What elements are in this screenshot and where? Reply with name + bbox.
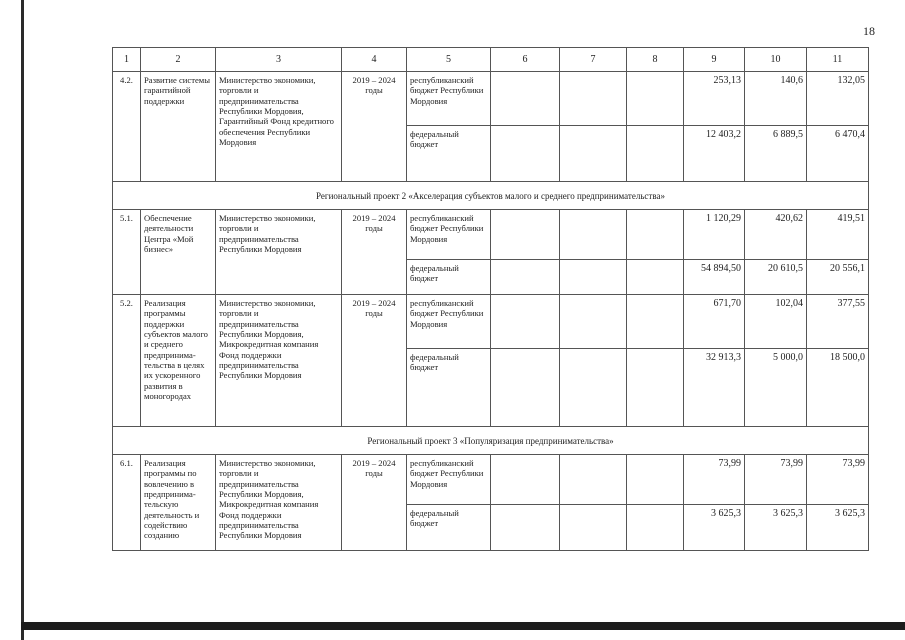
value-col-9: 1 120,29 [684, 210, 745, 260]
measure-executor: Министерство экономики, торговли и предпринимательства Республики Мордовия, Гарантийный Фонд кредитного обеспечения Республики Мордовия [216, 72, 342, 182]
value-col-11: 377,55 [807, 295, 869, 349]
empty-cell [560, 349, 627, 427]
empty-cell [491, 349, 560, 427]
project-row [113, 427, 869, 455]
empty-cell [627, 210, 684, 260]
empty-cell [491, 295, 560, 349]
value-col-10: 420,62 [745, 210, 807, 260]
scan-bottom-band [21, 622, 905, 630]
value-col-11: 18 500,0 [807, 349, 869, 427]
column-number: 5 [407, 48, 491, 72]
measure-name: Развитие системы гарантийной поддержки [141, 72, 216, 182]
column-number: 8 [627, 48, 684, 72]
value-col-9: 3 625,3 [684, 505, 745, 551]
column-number: 11 [807, 48, 869, 72]
empty-cell [560, 210, 627, 260]
measure-period: 2019 – 2024 годы [342, 455, 407, 551]
value-col-9: 54 894,50 [684, 260, 745, 295]
value-col-11: 419,51 [807, 210, 869, 260]
funding-source: федеральный бюджет [407, 349, 491, 427]
value-col-10: 102,04 [745, 295, 807, 349]
empty-cell [560, 295, 627, 349]
regional-project-title: Региональный проект 3 «Популяризация предпринимательства» [113, 427, 869, 455]
empty-cell [491, 126, 560, 182]
funding-source: республиканский бюджет Республики Мордовия [407, 210, 491, 260]
table-row [113, 295, 869, 349]
funding-source: республиканский бюджет Республики Мордовия [407, 455, 491, 505]
empty-cell [627, 505, 684, 551]
value-col-11: 20 556,1 [807, 260, 869, 295]
empty-cell [491, 455, 560, 505]
value-col-9: 73,99 [684, 455, 745, 505]
empty-cell [491, 260, 560, 295]
page-number: 18 [863, 24, 875, 38]
measure-name: Реализация программы по вовлечению в предпринима-тельскую деятельность и содействию созданию [141, 455, 216, 551]
empty-cell [560, 72, 627, 126]
value-col-9: 671,70 [684, 295, 745, 349]
measure-number: 6.1. [113, 455, 141, 551]
empty-cell [560, 455, 627, 505]
value-col-11: 132,05 [807, 72, 869, 126]
funding-source: федеральный бюджет [407, 505, 491, 551]
measure-period: 2019 – 2024 годы [342, 295, 407, 427]
value-col-9: 32 913,3 [684, 349, 745, 427]
empty-cell [627, 455, 684, 505]
measure-executor: Министерство экономики, торговли и предпринимательства Республики Мордовия [216, 210, 342, 295]
funding-source: республиканский бюджет Республики Мордовия [407, 295, 491, 349]
column-number: 2 [141, 48, 216, 72]
measure-number: 4.2. [113, 72, 141, 182]
column-number: 9 [684, 48, 745, 72]
empty-cell [627, 349, 684, 427]
value-col-11: 3 625,3 [807, 505, 869, 551]
empty-cell [491, 210, 560, 260]
scan-left-edge [21, 0, 24, 640]
empty-cell [560, 126, 627, 182]
funding-source: федеральный бюджет [407, 260, 491, 295]
empty-cell [627, 295, 684, 349]
column-number: 1 [113, 48, 141, 72]
value-col-9: 12 403,2 [684, 126, 745, 182]
funding-source: федеральный бюджет [407, 126, 491, 182]
table-row [113, 455, 869, 505]
table-row [113, 72, 869, 126]
measures-table [112, 47, 869, 551]
value-col-10: 6 889,5 [745, 126, 807, 182]
column-number: 6 [491, 48, 560, 72]
column-number-row [113, 48, 869, 72]
regional-project-title: Региональный проект 2 «Акселерация субъектов малого и среднего предпринимательства» [113, 182, 869, 210]
measure-period: 2019 – 2024 годы [342, 210, 407, 295]
funding-source: республиканский бюджет Республики Мордовия [407, 72, 491, 126]
measure-name: Обеспечение деятельности Центра «Мой бизнес» [141, 210, 216, 295]
project-row [113, 182, 869, 210]
value-col-11: 73,99 [807, 455, 869, 505]
value-col-10: 73,99 [745, 455, 807, 505]
measure-name: Реализация программы поддержки субъектов малого и среднего предпринима-тельства в целях их ускоренного развития в моногородах [141, 295, 216, 427]
value-col-10: 3 625,3 [745, 505, 807, 551]
value-col-10: 20 610,5 [745, 260, 807, 295]
empty-cell [491, 72, 560, 126]
measure-number: 5.1. [113, 210, 141, 295]
measure-executor: Министерство экономики, торговли и предпринимательства Республики Мордовия, Микрокредитная компания Фонд поддержки предпринимательства Республики Мордовия [216, 455, 342, 551]
measure-number: 5.2. [113, 295, 141, 427]
empty-cell [627, 72, 684, 126]
empty-cell [560, 505, 627, 551]
column-number: 4 [342, 48, 407, 72]
column-number: 7 [560, 48, 627, 72]
empty-cell [627, 126, 684, 182]
measure-executor: Министерство экономики, торговли и предпринимательства Республики Мордовия, Микрокредитная компания Фонд поддержки предпринимательства Республики Мордовия [216, 295, 342, 427]
empty-cell [560, 260, 627, 295]
column-number: 10 [745, 48, 807, 72]
value-col-10: 140,6 [745, 72, 807, 126]
empty-cell [627, 260, 684, 295]
value-col-9: 253,13 [684, 72, 745, 126]
table-row [113, 210, 869, 260]
column-number: 3 [216, 48, 342, 72]
measure-period: 2019 – 2024 годы [342, 72, 407, 182]
value-col-10: 5 000,0 [745, 349, 807, 427]
value-col-11: 6 470,4 [807, 126, 869, 182]
empty-cell [491, 505, 560, 551]
